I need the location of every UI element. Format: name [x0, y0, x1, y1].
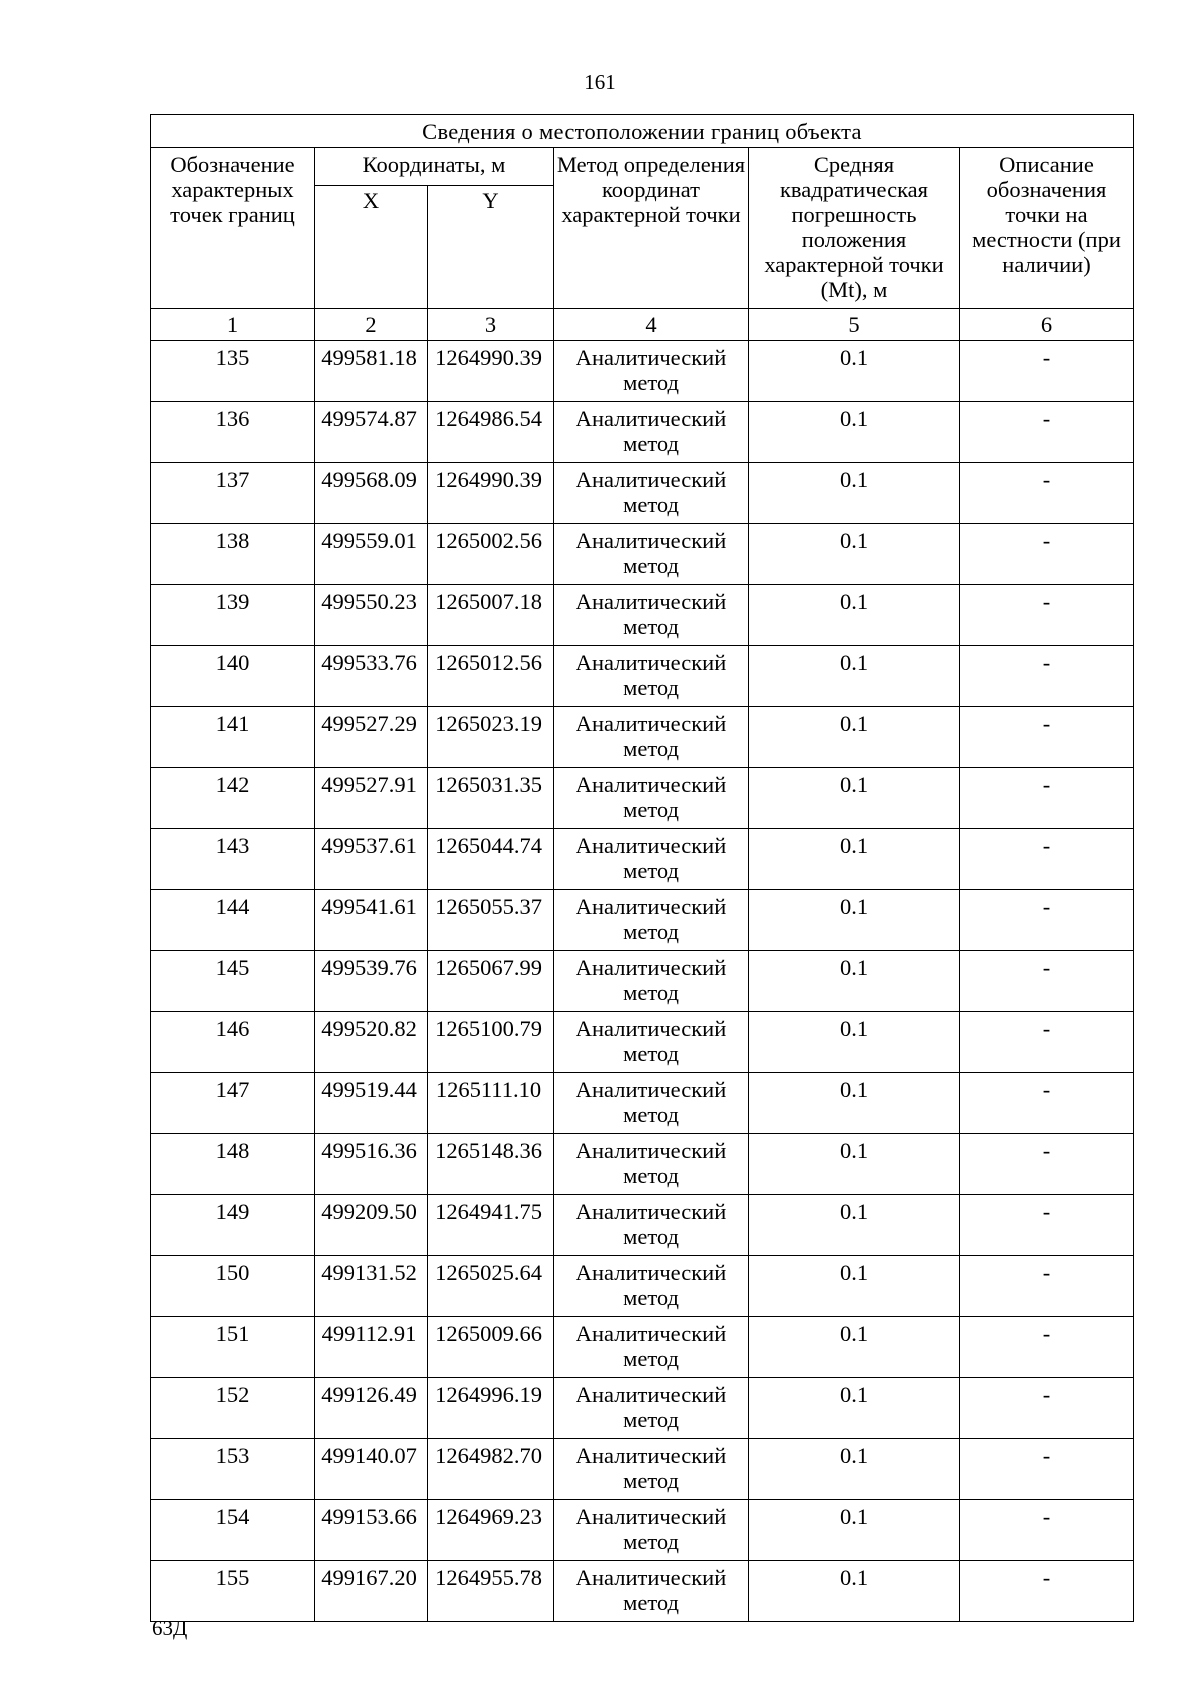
cell-x: 499153.66	[315, 1500, 428, 1561]
cell-y: 1264982.70	[428, 1439, 554, 1500]
column-number: 1	[151, 309, 315, 341]
cell-point: 146	[151, 1012, 315, 1073]
cell-error: 0.1	[749, 707, 960, 768]
cell-description: -	[960, 1012, 1134, 1073]
cell-method: Аналитический метод	[554, 1317, 749, 1378]
cell-point: 154	[151, 1500, 315, 1561]
cell-x: 499519.44	[315, 1073, 428, 1134]
column-number: 3	[428, 309, 554, 341]
cell-method: Аналитический метод	[554, 1195, 749, 1256]
cell-y: 1264990.39	[428, 341, 554, 402]
cell-error: 0.1	[749, 585, 960, 646]
cell-method: Аналитический метод	[554, 1256, 749, 1317]
cell-method: Аналитический метод	[554, 585, 749, 646]
cell-description: -	[960, 1500, 1134, 1561]
cell-y: 1264990.39	[428, 463, 554, 524]
cell-error: 0.1	[749, 1561, 960, 1622]
table-row	[151, 768, 1134, 829]
cell-x: 499574.87	[315, 402, 428, 463]
cell-point: 139	[151, 585, 315, 646]
cell-error: 0.1	[749, 768, 960, 829]
cell-description: -	[960, 1317, 1134, 1378]
cell-error: 0.1	[749, 1195, 960, 1256]
table-row	[151, 1500, 1134, 1561]
cell-x: 499539.76	[315, 951, 428, 1012]
cell-error: 0.1	[749, 890, 960, 951]
cell-x: 499537.61	[315, 829, 428, 890]
cell-y: 1265100.79	[428, 1012, 554, 1073]
column-number: 5	[749, 309, 960, 341]
cell-point: 138	[151, 524, 315, 585]
cell-y: 1265023.19	[428, 707, 554, 768]
cell-description: -	[960, 524, 1134, 585]
cell-point: 145	[151, 951, 315, 1012]
cell-point: 143	[151, 829, 315, 890]
column-number-row	[151, 309, 1134, 341]
cell-description: -	[960, 585, 1134, 646]
boundary-table	[150, 114, 1134, 1622]
cell-error: 0.1	[749, 1256, 960, 1317]
table-row	[151, 1256, 1134, 1317]
column-number: 6	[960, 309, 1134, 341]
cell-error: 0.1	[749, 1500, 960, 1561]
cell-point: 147	[151, 1073, 315, 1134]
cell-method: Аналитический метод	[554, 1134, 749, 1195]
cell-method: Аналитический метод	[554, 524, 749, 585]
cell-y: 1264969.23	[428, 1500, 554, 1561]
table-row	[151, 1439, 1134, 1500]
cell-error: 0.1	[749, 1134, 960, 1195]
table-row	[151, 829, 1134, 890]
cell-method: Аналитический метод	[554, 1073, 749, 1134]
cell-x: 499527.29	[315, 707, 428, 768]
cell-y: 1264941.75	[428, 1195, 554, 1256]
header-x: X	[315, 186, 428, 309]
cell-description: -	[960, 951, 1134, 1012]
cell-method: Аналитический метод	[554, 707, 749, 768]
cell-method: Аналитический метод	[554, 1439, 749, 1500]
cell-description: -	[960, 1073, 1134, 1134]
cell-x: 499541.61	[315, 890, 428, 951]
cell-description: -	[960, 463, 1134, 524]
cell-error: 0.1	[749, 1439, 960, 1500]
cell-y: 1265067.99	[428, 951, 554, 1012]
header-method: Метод определения координат характерной точки	[554, 148, 749, 309]
cell-description: -	[960, 1195, 1134, 1256]
cell-method: Аналитический метод	[554, 1012, 749, 1073]
cell-error: 0.1	[749, 1378, 960, 1439]
table-row	[151, 585, 1134, 646]
cell-x: 499112.91	[315, 1317, 428, 1378]
table-body	[151, 115, 1134, 1622]
cell-point: 153	[151, 1439, 315, 1500]
page-number: 161	[584, 70, 616, 94]
table-row	[151, 1195, 1134, 1256]
cell-description: -	[960, 646, 1134, 707]
cell-method: Аналитический метод	[554, 646, 749, 707]
cell-x: 499550.23	[315, 585, 428, 646]
cell-y: 1265007.18	[428, 585, 554, 646]
cell-point: 150	[151, 1256, 315, 1317]
table-row	[151, 1134, 1134, 1195]
cell-method: Аналитический метод	[554, 463, 749, 524]
cell-point: 140	[151, 646, 315, 707]
cell-description: -	[960, 829, 1134, 890]
cell-x: 499520.82	[315, 1012, 428, 1073]
cell-point: 155	[151, 1561, 315, 1622]
cell-x: 499559.01	[315, 524, 428, 585]
cell-error: 0.1	[749, 463, 960, 524]
table-row	[151, 890, 1134, 951]
cell-x: 499126.49	[315, 1378, 428, 1439]
cell-error: 0.1	[749, 1317, 960, 1378]
cell-y: 1265148.36	[428, 1134, 554, 1195]
table-title-row	[151, 115, 1134, 148]
cell-description: -	[960, 1561, 1134, 1622]
cell-y: 1265009.66	[428, 1317, 554, 1378]
header-point: Обозначение характерных точек границ	[151, 148, 315, 309]
cell-description: -	[960, 1134, 1134, 1195]
cell-error: 0.1	[749, 951, 960, 1012]
cell-x: 499581.18	[315, 341, 428, 402]
cell-description: -	[960, 890, 1134, 951]
cell-description: -	[960, 1378, 1134, 1439]
cell-y: 1264986.54	[428, 402, 554, 463]
cell-method: Аналитический метод	[554, 768, 749, 829]
table-row	[151, 1378, 1134, 1439]
cell-error: 0.1	[749, 646, 960, 707]
cell-point: 144	[151, 890, 315, 951]
cell-description: -	[960, 402, 1134, 463]
cell-method: Аналитический метод	[554, 951, 749, 1012]
cell-description: -	[960, 341, 1134, 402]
cell-x: 499516.36	[315, 1134, 428, 1195]
cell-x: 499131.52	[315, 1256, 428, 1317]
cell-y: 1265111.10	[428, 1073, 554, 1134]
cell-point: 149	[151, 1195, 315, 1256]
cell-point: 148	[151, 1134, 315, 1195]
cell-description: -	[960, 1256, 1134, 1317]
cell-method: Аналитический метод	[554, 1378, 749, 1439]
cell-x: 499533.76	[315, 646, 428, 707]
cell-method: Аналитический метод	[554, 890, 749, 951]
cell-x: 499167.20	[315, 1561, 428, 1622]
table-row	[151, 1561, 1134, 1622]
cell-point: 151	[151, 1317, 315, 1378]
cell-point: 141	[151, 707, 315, 768]
cell-x: 499527.91	[315, 768, 428, 829]
cell-method: Аналитический метод	[554, 341, 749, 402]
cell-y: 1264996.19	[428, 1378, 554, 1439]
table-row	[151, 463, 1134, 524]
cell-y: 1264955.78	[428, 1561, 554, 1622]
table-row	[151, 1073, 1134, 1134]
cell-point: 135	[151, 341, 315, 402]
cell-y: 1265002.56	[428, 524, 554, 585]
cell-x: 499568.09	[315, 463, 428, 524]
cell-method: Аналитический метод	[554, 1500, 749, 1561]
cell-error: 0.1	[749, 829, 960, 890]
column-number: 4	[554, 309, 749, 341]
header-row	[151, 148, 1134, 186]
cell-description: -	[960, 1439, 1134, 1500]
table-row	[151, 524, 1134, 585]
cell-point: 152	[151, 1378, 315, 1439]
header-coordinates: Координаты, м	[315, 148, 554, 186]
cell-point: 142	[151, 768, 315, 829]
cell-y: 1265025.64	[428, 1256, 554, 1317]
cell-y: 1265012.56	[428, 646, 554, 707]
cell-error: 0.1	[749, 402, 960, 463]
cell-y: 1265055.37	[428, 890, 554, 951]
cell-error: 0.1	[749, 1073, 960, 1134]
cell-x: 499140.07	[315, 1439, 428, 1500]
cell-error: 0.1	[749, 341, 960, 402]
cell-error: 0.1	[749, 1012, 960, 1073]
table-row	[151, 1012, 1134, 1073]
cell-description: -	[960, 707, 1134, 768]
table-row	[151, 341, 1134, 402]
cell-method: Аналитический метод	[554, 1561, 749, 1622]
cell-point: 137	[151, 463, 315, 524]
column-number: 2	[315, 309, 428, 341]
cell-x: 499209.50	[315, 1195, 428, 1256]
header-y: Y	[428, 186, 554, 309]
cell-error: 0.1	[749, 524, 960, 585]
header-error: Средняя квадратическая погрешность положения характерной точки (Mt), м	[749, 148, 960, 309]
footer-code: 63Д	[152, 1616, 188, 1640]
cell-description: -	[960, 768, 1134, 829]
cell-method: Аналитический метод	[554, 829, 749, 890]
cell-y: 1265044.74	[428, 829, 554, 890]
cell-y: 1265031.35	[428, 768, 554, 829]
cell-point: 136	[151, 402, 315, 463]
header-description: Описание обозначения точки на местности (при наличии)	[960, 148, 1134, 309]
table-row	[151, 951, 1134, 1012]
table-row	[151, 402, 1134, 463]
table-row	[151, 1317, 1134, 1378]
table-row	[151, 707, 1134, 768]
table-title: Сведения о местоположении границ объекта	[151, 115, 1134, 148]
cell-method: Аналитический метод	[554, 402, 749, 463]
table-row	[151, 646, 1134, 707]
